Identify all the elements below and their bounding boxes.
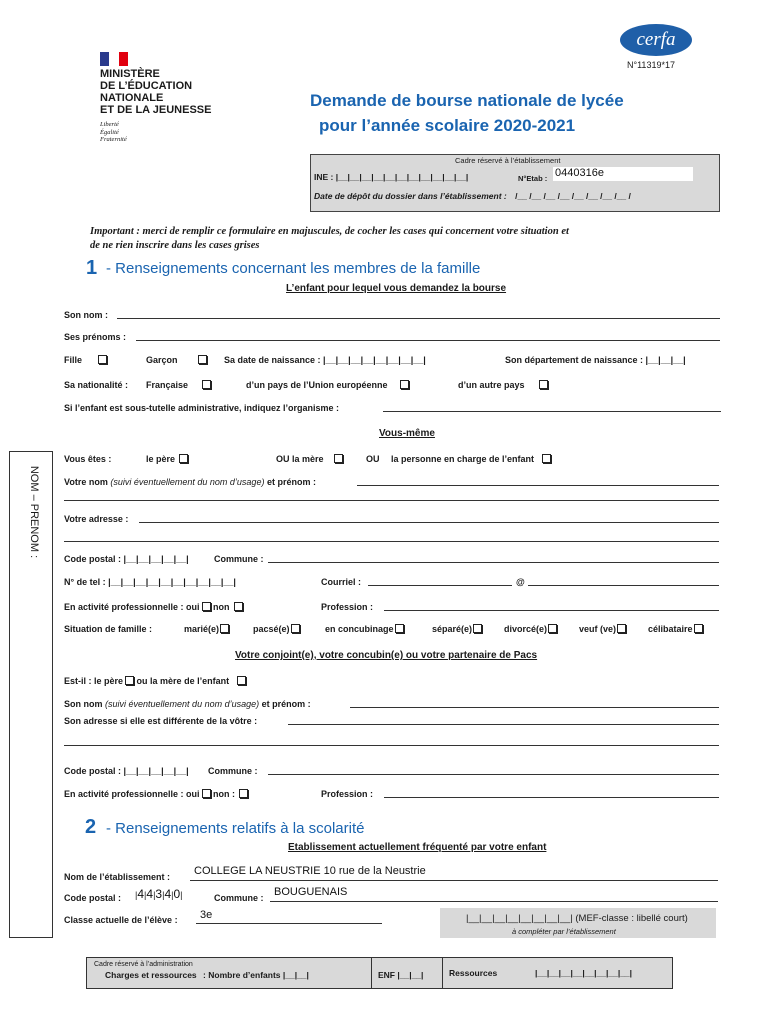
son-nom-input[interactable] [117,318,720,319]
commune-input[interactable] [268,562,719,563]
prenoms-label: Ses prénoms : [64,332,127,342]
situation-divorce[interactable] [504,624,557,634]
important-note [90,225,569,253]
situation-concubinage-label: en concubinage [325,624,394,634]
prenoms-input[interactable] [136,340,720,341]
situation-marie-label: marié(e) [184,624,220,634]
mef-hint: à compléter par l’établissement [512,927,616,936]
votre-adresse-label: Votre adresse : [64,514,129,524]
motto-line: Fraternité [100,136,127,143]
etab-label: N°Etab : [518,174,548,183]
important-line: Important : merci de remplir ce formulaire en majuscules, de cocher les cases qui concernent votre situation et [90,226,569,237]
son-nom-label: Son nom : [64,310,108,320]
birth-dept-field[interactable]: Son département de naissance : |__|__|__| [505,355,686,365]
form-title: Demande de bourse nationale de lycée [310,91,624,110]
situation-veuf-checkbox[interactable] [617,624,626,633]
code-postal-field[interactable]: Code postal : |__|__|__|__|__| [64,554,189,564]
activite-option[interactable] [64,602,243,612]
birth-date-field[interactable]: Sa date de naissance : |__|__|__|__|__|__|__|__| [224,355,426,365]
motto-line: Égalité [100,128,119,136]
son-nom-conjoint-label [64,699,311,709]
garcon-checkbox[interactable] [198,355,207,364]
autre-pays-checkbox[interactable] [539,380,548,389]
situation-veuf[interactable] [579,624,626,634]
ou-label: OU [366,454,380,464]
ue-label: d’un pays de l’Union européenne [246,380,388,390]
deposit-date-text: Date de dépôt du dossier dans l’établissement : [314,191,507,201]
fille-label: Fille [64,355,83,365]
commune-label: Commune : [214,554,264,564]
conjoint-activite-label: En activité professionnelle : oui [64,789,200,799]
situation-pacse-label: pacsé(e) [253,624,290,634]
situation-celibataire[interactable] [648,624,703,634]
situation-separe[interactable] [432,624,482,634]
situation-pacse-checkbox[interactable] [291,624,300,633]
cp-digit: 3 [155,887,163,901]
etab-input[interactable] [553,167,693,181]
francaise-checkbox[interactable] [202,380,211,389]
section2-number: 2 [85,816,97,838]
votre-adresse-input-2[interactable] [64,541,719,542]
enf-field[interactable]: ENF |__|__| [378,970,424,980]
ministry-line: MINISTÈRE [100,68,160,80]
activite-oui-checkbox[interactable] [202,602,211,611]
mere-checkbox[interactable] [334,454,343,463]
important-line: de ne rien inscrire dans les cases grises [90,240,260,251]
conjoint-adresse-input[interactable] [288,724,719,725]
cp-digit: 4 [146,887,154,901]
tel-field[interactable]: N° de tel : |__|__|__|__|__|__|__|__|__|__| [64,577,236,587]
marianne-logo [100,52,128,68]
motto-line: Liberté [100,121,119,128]
situation-separe-label: séparé(e) [432,624,473,634]
situation-celibataire-label: célibataire [648,624,693,634]
garcon-label: Garçon [146,355,178,365]
commune-etab-value: BOUGUENAIS [274,886,348,898]
autre-pays-option[interactable] [458,380,548,390]
ministry-line: NATIONALE [100,92,164,104]
section1-subtitle: L’enfant pour lequel vous demandez la bourse [286,283,507,294]
conjoint-commune-input[interactable] [268,774,719,775]
section2-title: - Renseignements relatifs à la scolarité [106,820,365,837]
ministry-line: DE L’ÉDUCATION [100,80,193,92]
flag-icon [100,52,128,66]
activite-non-label: non [213,602,230,612]
pere-checkbox[interactable] [179,454,188,463]
autre-pays-label: d’un autre pays [458,380,525,390]
at-sign: @ [516,577,525,587]
motto [100,121,127,144]
conjoint-nom-input[interactable] [350,707,719,708]
courriel-input-domain[interactable] [528,585,719,586]
conjoint-profession-input[interactable] [384,797,719,798]
nationality-label: Sa nationalité : [64,380,129,390]
estil-option[interactable] [64,676,246,686]
situation-pacse[interactable] [253,624,300,634]
situation-label: Situation de famille : [64,624,153,634]
ministry-line: ET DE LA JEUNESSE [100,104,212,116]
nb-enfants-field[interactable]: : Nombre d’enfants |__|__| [203,970,309,980]
reserved-caption: Cadre réservé à l’établissement [455,156,561,165]
situation-separe-checkbox[interactable] [473,624,482,633]
pere-label: le père [146,454,176,464]
conjoint-commune-label: Commune : [208,766,258,776]
etab-value: 0440316e [555,167,604,179]
votre-nom-text: Votre nom [64,477,108,487]
code-postal-etab-field[interactable]: |4|4|3|4|0| [135,887,183,901]
section1-number: 1 [86,257,98,279]
conjoint-adresse-input-2[interactable] [64,745,719,746]
etablissement-input[interactable] [190,880,718,881]
personne-label: la personne en charge de l’enfant [391,454,535,464]
fille-checkbox[interactable] [98,355,107,364]
estil-mere-label: ou la mère de l’enfant [136,676,230,686]
vous-meme-heading: Vous-même [379,428,435,439]
pere-option[interactable] [146,454,188,464]
cerfa-logo-text: cerfa [636,29,676,50]
mere-option[interactable] [276,454,343,464]
cp-digit: 4 [164,887,172,901]
tutelle-label: Si l’enfant est sous-tutelle administrative, indiquez l’organisme : [64,403,340,413]
tutelle-input[interactable] [383,411,721,412]
fille-option[interactable] [64,355,107,365]
ministry-name [100,68,211,116]
profession-label: Profession : [321,602,374,612]
deposit-date-field[interactable]: /__ /__ /__ /__ /__ /__ /__ /__ / [515,191,631,201]
courriel-label: Courriel : [321,577,362,587]
admin-divider [371,957,372,988]
admin-caption: Cadre réservé à l’administration [94,961,193,968]
garcon-option[interactable] [146,355,207,365]
situation-divorce-checkbox[interactable] [548,624,557,633]
francaise-option[interactable] [146,380,211,390]
situation-celibataire-checkbox[interactable] [694,624,703,633]
mere-label: OU la mère [276,454,324,464]
activite-non-checkbox[interactable] [234,602,243,611]
situation-marie[interactable] [184,624,229,634]
conjoint-adresse-label: Son adresse si elle est différente de la vôtre : [64,716,258,726]
charges-text: Charges et ressources [105,970,197,980]
situation-concubinage-checkbox[interactable] [395,624,404,633]
cerfa-number: N°11319*17 [627,60,675,70]
conjoint-activite-non-checkbox[interactable] [239,789,248,798]
cerfa-logo [620,24,692,56]
code-postal-etab-label: Code postal : [64,893,122,903]
conjoint-activite-non-label: non : [213,789,236,799]
votre-nom-input-2[interactable] [64,500,719,501]
situation-marie-checkbox[interactable] [220,624,229,633]
charges-label [105,970,309,980]
situation-divorce-label: divorcé(e) [504,624,548,634]
admin-divider [442,957,443,988]
section1-title: - Renseignements concernant les membres de la famille [106,260,481,277]
estil-pere-checkbox[interactable] [125,676,134,685]
ressources-label: Ressources [449,968,498,978]
conjoint-code-postal-field[interactable]: Code postal : |__|__|__|__|__| [64,766,189,776]
conjoint-heading: Votre conjoint(e), votre concubin(e) ou votre partenaire de Pacs [235,650,538,661]
votre-adresse-input[interactable] [139,522,719,523]
name-sidebar-text: NOM – PRENOM : [28,465,40,559]
votre-nom-hint: (suivi éventuellement du nom d’usage) [110,477,265,487]
estil-mere-checkbox[interactable] [237,676,246,685]
personne-checkbox[interactable] [542,454,551,463]
personne-option[interactable] [391,454,551,464]
commune-etab-label: Commune : [214,893,264,903]
conjoint-nom-text: Son nom [64,699,103,709]
conjoint-profession-label: Profession : [321,789,374,799]
situation-veuf-label: veuf (ve) [579,624,617,634]
cp-digit: 0 [173,887,181,901]
vous-etes-label: Vous êtes : [64,454,112,464]
estil-pere-label: Est-il : le père [64,676,124,686]
conjoint-activite-oui-checkbox[interactable] [202,789,211,798]
courriel-input-user[interactable] [368,585,512,586]
situation-concubinage[interactable] [325,624,404,634]
form-subtitle: pour l’année scolaire 2020-2021 [319,116,576,135]
activite-label: En activité professionnelle : oui [64,602,200,612]
votre-nom-input[interactable] [357,485,719,486]
commune-etab-input[interactable] [270,901,718,902]
mef-field[interactable]: |__|__|__|__|__|__|__|__| (MEF-classe : libellé court) [466,913,688,924]
profession-input[interactable] [384,610,719,611]
cp-digit: 4 [137,887,145,901]
votre-nom-tail: et prénom : [266,477,316,487]
etablissement-value: COLLEGE LA NEUSTRIE 10 rue de la Neustrie [194,865,426,877]
deposit-date-label [314,191,631,201]
conjoint-nom-tail: et prénom : [261,699,311,709]
conjoint-nom-hint: (suivi éventuellement du nom d’usage) [105,699,260,709]
ine-field[interactable]: INE : |__|__|__|__|__|__|__|__|__|__|__| [314,172,469,182]
ue-checkbox[interactable] [400,380,409,389]
classe-input[interactable] [196,923,382,924]
votre-nom-label [64,477,316,487]
francaise-label: Française [146,380,189,390]
conjoint-activite-option[interactable] [64,789,248,799]
section2-subtitle: Etablissement actuellement fréquenté par votre enfant [288,842,547,853]
etablissement-label: Nom de l’établissement : [64,872,171,882]
ressources-field[interactable]: |__|__|__|__|__|__|__|__| [535,968,633,978]
ue-option[interactable] [246,380,409,390]
classe-value: 3e [200,909,213,921]
classe-label: Classe actuelle de l’élève : [64,915,178,925]
